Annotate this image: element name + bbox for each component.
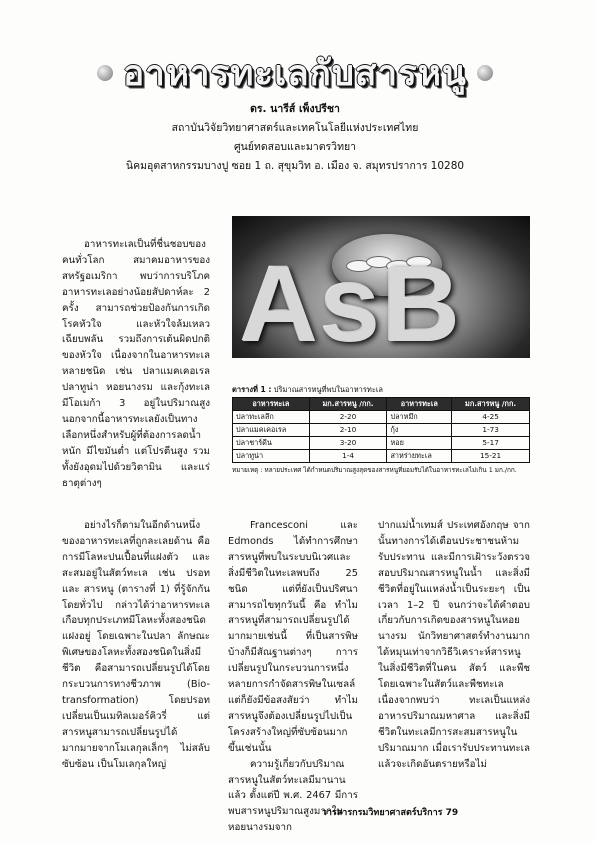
table-cell: ปลาหมึก xyxy=(387,411,452,424)
table-note: หมายเหตุ : หลายประเทศ ได้กำหนดปริมาณสูงสุดของสารหนูที่ยอมรับได้ในอาหารทะเลไม่เกิน 1 มก./กก. xyxy=(232,466,517,474)
author-affiliation-center: ศูนย์ทดสอบและมาตรวิทยา xyxy=(233,141,357,153)
table-cell: ปลาทูน่า xyxy=(233,450,310,463)
table-cell: 1-73 xyxy=(452,424,530,437)
table-cell: กุ้ง xyxy=(387,424,452,437)
page-footer: วารสารกรมวิทยาศาสตร์บริการ 79 xyxy=(321,808,459,818)
table-header-cell: อาหารทะเล xyxy=(233,398,310,411)
author-name: ดร. นารีส์ เพ็งปรีชา xyxy=(250,103,340,115)
table-cell: 15-21 xyxy=(452,450,530,463)
table-row xyxy=(233,450,530,463)
body-column-left-bottom xyxy=(62,518,210,773)
table-cell: 2-10 xyxy=(309,424,387,437)
table-cell: ปลาแมคเคอเรล xyxy=(233,424,310,437)
article-photo xyxy=(232,216,530,358)
paragraph-continuation: ปากแม่น้ำเทมส์ ประเทศอังกฤษ จากนั้นทางการได้เตือนประชาชนห้ามรับประทาน และมีการเฝ้าระวังตรวจสอบปริมาณสารหนูในน้ำ และสิ่งมีชีวิตที่อยู่ในแหล่งน้ำเป็นระยะๆ เป็นเวลา 1–2 ปี จนกว่าจะได้คำตอบเกี่ยวกับการเกิดของสารหนูในหอยนางรม นักวิทยาศาสตร์ทำงานมากได้หมุนเท่าจากวิธีวิเคราะห์สารหนูในสิ่งมีชีวิตที่ในคน สัตว์ และพืช โดยเฉพาะในสัตว์และพืชทะเล เนื่องจากพบว่า ทะเลเป็นแหล่งอาหารปริมาณมหาศาล และสิ่งมีชีวิตในทะเลมีการสะสมสารหนูในปริมาณมาก เมื่อเรารับประทานทะเลแล้วจะเกิดอันตรายหรือไม่ xyxy=(378,520,530,770)
table-caption-label: ตารางที่ 1 : xyxy=(232,385,272,394)
author-block xyxy=(60,100,530,176)
table-cell: 2-20 xyxy=(309,411,387,424)
table-row xyxy=(233,411,530,424)
paragraph-research: Francesconi และ Edmonds ได้ทำการศึกษาสารหนูที่พบในระบบนิเวศและสิ่งมีชีวิตในทะเลพบถึง 25 ชนิด แต่ที่ยังเป็นปริศนาสามารถไขทุกวันนี้ คือ ทำไมสารหนูที่สามารถเปลี่ยนรูปได้มากมายเช่นนี้ ที่เป็นสารพิษ บ้างก็มีสัณฐานต่างๆ กาารเปลี่ยนรูปในกระบวนการหนึ่งหลายการกำจัดสารพิษในเซลล์ แต่ก็ยังมีข้อสงสัยว่า ทำไมสารหนูจึงต้องเปลี่ยนรูปไปเป็นโครงสร้างใหญ่ที่ซับซ้อนมากขึ้นเช่นนั้น xyxy=(228,520,358,754)
table-cell: 4-25 xyxy=(452,411,530,424)
table-cell: 3-20 xyxy=(309,437,387,450)
body-column-left-top xyxy=(62,237,210,492)
arsenic-table-block xyxy=(232,384,530,475)
table-cell: สาหร่ายทะเล xyxy=(387,450,452,463)
table-row xyxy=(233,437,530,450)
body-column-right xyxy=(378,518,530,773)
title-row xyxy=(70,50,520,96)
table-header-row xyxy=(233,398,530,411)
article-title: อาหารทะเลกับสารหนู xyxy=(123,53,467,94)
table-cell: หอย xyxy=(387,437,452,450)
author-address: นิคมอุตสาหกรรมบางปู ซอย 1 ถ. สุขุมวิท อ. เมือง จ. สมุทรปราการ 10280 xyxy=(125,160,465,172)
table-caption xyxy=(232,384,530,395)
table-header-cell: มก.สารหนู /กก. xyxy=(309,398,387,411)
paragraph-intro: อาหารทะเลเป็นที่ชื่นชอบของคนทั่วโลก สมาคมอาหารของสหรัฐอเมริกา พบว่าการบริโภคอาหารทะเลอย่างน้อยสัปดาห์ละ 2 ครั้ง สามารถช่วยป้องกันการเกิดโรคหัวใจ และหัวใจล้มเหลวเฉียบพลัน รวมถึงการเต้นผิดปกติของหัวใจ เนื่องจากในอาหารทะเลหลายชนิด เช่น ปลาแมคเคอเรล ปลาทูน่า หอยนางรม และกุ้งทะเล มีโอเมก้า 3 อยู่ในปริมาณสูง นอกจากนี้อาหารทะเลยังเป็นทางเลือกหนึ่งสำหรับผู้ที่ต้องการลดน้ำหนัก มีไขมันต่ำ แต่โปรตีนสูง รวมทั้งยังอุดมไปด้วยวิตามิน และแร่ธาตุต่างๆ xyxy=(62,239,210,489)
paragraph-contamination: อย่างไรก็ตามในอีกด้านหนึ่งของอาหารทะเลที่ถูกละเลยด้าน คือ การมีโลหะปนเปื้อนที่แฝงตัว และสะสมอยู่ในสัตว์ทะเล เช่น ปรอท และ สารหนู (ตารางที่ 1) ที่รู้จักกันโดยทั่วไป กล่าวได้ว่าอาหารทะเลเกือบทุกประเภทมีโลหะทั้งสองชนิดแฝงอยู่ โดยเฉพาะในปลา ลักษณะพิเศษของโลหะทั้งสองชนิดในสิ่งมีชีวิต คือสามารถเปลี่ยนรูปได้โดยกระบวนการทางชีวภาพ (Bio-transformation) โดยปรอทเปลี่ยนเป็นเมทิลเมอร์คิวรี่ แต่สารหนูสามารถเปลี่ยนรูปได้มากมายจากโมเลกุลเล็กๆ ไม่สลับซับซ้อน เป็นโมเลกุลใหญ่ xyxy=(62,520,210,770)
table-row xyxy=(233,424,530,437)
table-cell: 5-17 xyxy=(452,437,530,450)
table-header-cell: มก.สารหนู /กก. xyxy=(452,398,530,411)
author-affiliation-institute: สถาบันวิจัยวิทยาศาสตร์และเทคโนโลยีแห่งประเทศไทย xyxy=(171,122,419,134)
photo-asb-text: AsB xyxy=(240,243,463,358)
paragraph-history: ความรู้เกี่ยวกับปริมาณสารหนูในสัตว์ทะเลมีมานานแล้ว ตั้งแต่ปี พ.ศ. 2467 มีการพบสารหนูปริมาณสูงมากในหอยนางรมจาก xyxy=(228,758,358,834)
left-bullet-icon xyxy=(97,65,113,81)
table-cell: ปลาชาร์ดีน xyxy=(233,437,310,450)
table-cell: 1-4 xyxy=(309,450,387,463)
table-header-cell: อาหารทะเล xyxy=(387,398,452,411)
body-column-middle xyxy=(228,518,358,836)
arsenic-table xyxy=(232,397,530,463)
table-cell: ปลาทะเลลึก xyxy=(233,411,310,424)
right-bullet-icon xyxy=(477,65,493,81)
table-caption-text: ปริมาณสารหนูที่พบในอาหารทะเล xyxy=(273,385,384,394)
